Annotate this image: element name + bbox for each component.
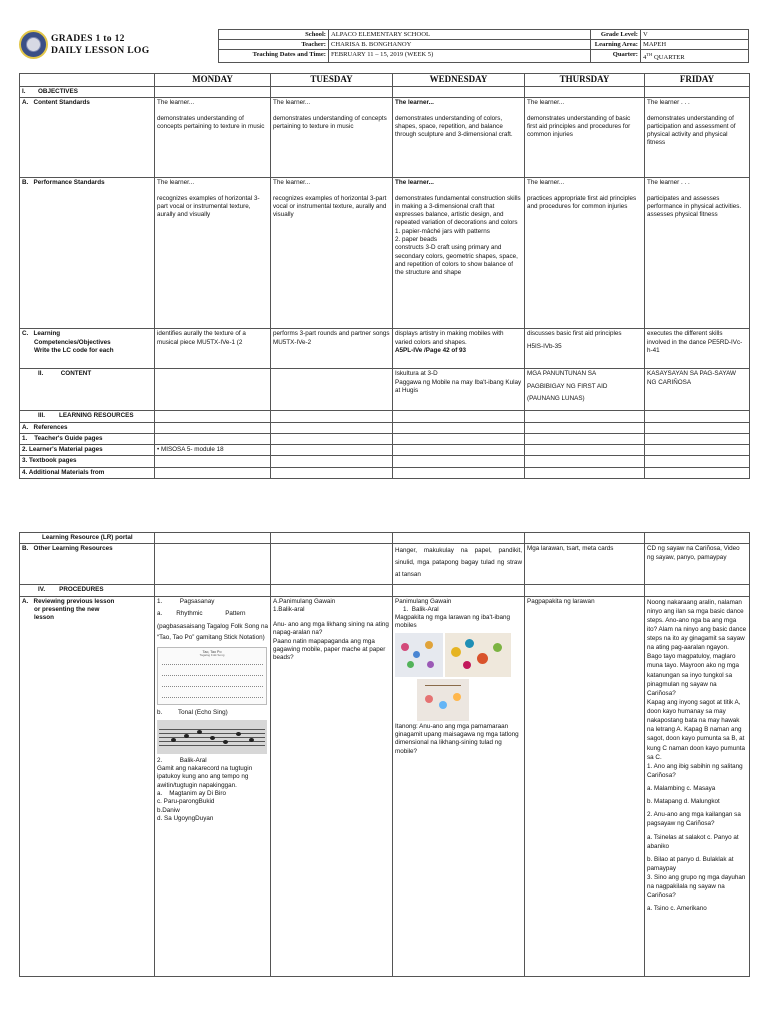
competency-thu: discusses basic first aid principles H5IS-IVb-35 [525, 329, 645, 369]
perf-std-mon: The learner... recognizes examples of horizontal 3-part vocal or instrumental texture, aurally and visually [155, 178, 271, 329]
lr-portal-row [20, 533, 750, 544]
document-title [51, 33, 149, 57]
day-tuesday: TUESDAY [271, 74, 393, 87]
deped-seal-logo [19, 30, 48, 59]
resources-row [20, 411, 750, 422]
learners-material-row [20, 445, 750, 456]
perf-std-thu: The learner... practices appropriate first aid principles and procedures for common injuries [525, 178, 645, 329]
content-std-tue: The learner... demonstrates understanding of concepts pertaining to texture in music [271, 98, 393, 178]
day-friday: FRIDAY [645, 74, 750, 87]
content-std-thu: The learner... demonstrates understanding of basic first aid principles and procedures for common injuries [525, 98, 645, 178]
other-resources-thu: Mga larawan, tsart, meta cards [525, 544, 645, 585]
learners-material-label: 2. Learner's Material pages [20, 445, 155, 456]
textbook-row [20, 456, 750, 467]
day-header-row [20, 74, 750, 87]
additional-materials-row [20, 467, 750, 478]
perf-std-wed: The learner... demonstrates fundamental construction skills in making a 3-dimensional craft that expresses balance, artistic design, and repeated variation of decorations and colors 1. papier-mâché jars with patterns 2. paper beads constructs 3-D craft using primary and secondary colors, geometric shapes, space, and repetition of colors to show balance of the structure and shape [393, 178, 525, 329]
content-standards-row [20, 98, 750, 178]
school-value: ALPACO ELEMENTARY SCHOOL [329, 30, 591, 40]
competency-mon: identifies aurally the texture of a musical piece MU5TX-IVe-1 (2 [155, 329, 271, 369]
header-info-table [218, 29, 749, 63]
day-thursday: THURSDAY [525, 74, 645, 87]
procedures-row [20, 585, 750, 596]
additional-materials-label: 4. Additional Materials from [20, 467, 155, 478]
procedures-label: IV. PROCEDURES [20, 585, 155, 596]
content-row [20, 369, 750, 411]
competency-wed: displays artistry in making mobiles with varied colors and shapes. A5PL-IVe /Page 42 of 93 [393, 329, 525, 369]
content-wed: Iskultura at 3-D Paggawa ng Mobile na may Iba't-ibang Kulay at Hugis [393, 369, 525, 411]
objectives-row [20, 87, 750, 98]
textbook-label: 3. Textbook pages [20, 456, 155, 467]
content-label: II. CONTENT [20, 369, 155, 411]
procedure-thu: Pagpapakita ng larawan [525, 596, 645, 976]
procedure-mon: 1. Pagsasanay a. Rhythmic Pattern (pagbasasaisang Tagalog Folk Song na “Tao, Tao Po” gamitang Stick Notation) Tao, Tao Po Tagalog Folk Song b. Tonal (Echo Sing) 2. Balik-Aral Gamit ang nakarecord na tugtugin ipatukoy kung ano ang tempo ng awitin/tugtugin napakinggan. a. Magtanim ay Di Biro c. Paru-parongBukid b.Daniw d. Sa UgoyngDuyan [155, 596, 271, 976]
competencies-row [20, 329, 750, 369]
dates-value: FEBRUARY 11 – 15, 2019 (WEEK 5) [329, 50, 591, 63]
school-label: School: [219, 30, 329, 40]
music-staff-image [157, 720, 267, 754]
performance-standards-label: B. Performance Standards [20, 178, 155, 329]
quarter-value: 4TH QUARTER [641, 50, 749, 63]
other-resources-fri: CD ng sayaw na Cariñosa, Video ng sayaw, panyo, pamaypay [645, 544, 750, 585]
area-value: MAPEH [641, 40, 749, 50]
content-std-wed: The learner... demonstrates understanding of colors, shapes, space, repetition, and balance through sculpture and 3-dimensional craft. [393, 98, 525, 178]
competency-tue: performs 3-part rounds and partner songs MU5TX-IVe-2 [271, 329, 393, 369]
mobiles-photos [395, 633, 511, 721]
references-label: A. References [20, 422, 155, 433]
title-line-1: GRADES 1 to 12 [51, 33, 125, 44]
day-wednesday: WEDNESDAY [393, 74, 525, 87]
area-label: Learning Area: [591, 40, 641, 50]
reviewing-lesson-label: A. Reviewing previous lesson or presenting the new lesson [20, 596, 155, 976]
content-thu: MGA PANUNTUNAN SA PAGBIBIGAY NG FIRST AID (PAUNANG LUNAS) [525, 369, 645, 411]
procedure-tue: A.Panimulang Gawain 1.Balik-aral Anu- ano ang mga likhang sining na ating napag-aralan na? Paano natin mapapaganda ang mga gagawing mobile, paper mache at paper beads? [271, 596, 393, 976]
resources-label: III. LEARNING RESOURCES [20, 411, 155, 422]
procedure-fri: Noong nakaraang aralin, nalaman ninyo ang ilan sa mga basic dance steps. Ano-ano nga ba ang mga ito? Alam na ninyo ang basic dance steps na ito ay ginagamit sa sayaw na ating pag-aaralan ngayon. Bago tayo magpatuloy, maglaro muna tayo. Mayroon ako ng mga katanungan sa inyo tungkol sa pinagmulan ng sayaw na Cariñosa? Kapag ang inyong sagot at titik A, doon kayo humanay sa may nakapostang bata na may hawak na letrang A. Kapag B naman ang sagot, doon kayo pumunta sa B, at kung C naman doon kayo pumunta sa C. 1. Ano ang ibig sabihin ng salitang Cariñosa? a. Malambing c. Masaya b. Matapang d. Malungkot 2. Anu-ano ang mga kailangan sa pagsayaw ng Cariñosa? a. Tsinelas at salakot c. Panyo at abaniko b. Bilao at panyo d. Bulaklak at pamaypay 3. Sino ang grupo ng mga dayuhan na nagpakilala ng sayaw na Cariñosa? a. Tsino c. Amerikano [645, 596, 750, 976]
teachers-guide-label: 1. Teacher's Guide pages [20, 433, 155, 444]
perf-std-tue: The learner... recognizes examples of horizontal 3-part vocal or instrumental texture, aurally and visually [271, 178, 393, 329]
grade-value: V [641, 30, 749, 40]
dates-label: Teaching Dates and Time: [219, 50, 329, 63]
other-resources-row [20, 544, 750, 585]
objectives-label: I. OBJECTIVES [20, 87, 155, 98]
grade-label: Grade Level: [591, 30, 641, 40]
content-standards-label: A. Content Standards [20, 98, 155, 178]
lesson-table-part-2 [19, 532, 750, 977]
content-std-mon: The learner... demonstrates understanding of concepts pertaining to texture in music [155, 98, 271, 178]
teacher-label: Teacher: [219, 40, 329, 50]
content-std-fri: The learner . . . demonstrates understanding of participation and assessment of physical activity and physical fitness [645, 98, 750, 178]
lesson-table-part-1 [19, 73, 750, 479]
day-monday: MONDAY [155, 74, 271, 87]
competencies-label: C. Learning Competencies/Objectives Write the LC code for each [20, 329, 155, 369]
references-row [20, 422, 750, 433]
lr-portal-label: Learning Resource (LR) portal [20, 533, 155, 544]
quarter-label: Quarter: [591, 50, 641, 63]
other-resources-label: B. Other Learning Resources [20, 544, 155, 585]
procedure-wed: Panimulang Gawain 1. Balik-Aral Magpakita ng mga larawan ng iba't-ibang mobiles Itanong: Anu-ano ang mga pamamaraan ginagamit upang maisagawa ng mga tatlong dimensional na likhang-sining tulad ng mobile? [393, 596, 525, 976]
other-resources-wed: Hanger, makukulay na papel, pandikit, sinulid, mga patapong bagay tulad ng straw at tansan [393, 544, 525, 585]
competency-fri: executes the different skills involved in the dance PE5RD-IVc-h-41 [645, 329, 750, 369]
stick-notation-image: Tao, Tao Po Tagalog Folk Song [157, 647, 267, 705]
title-line-2: DAILY LESSON LOG [51, 45, 150, 56]
content-fri: KASAYSAYAN SA PAG-SAYAW NG CARIÑOSA [645, 369, 750, 411]
performance-standards-row [20, 178, 750, 329]
learners-material-mon: • MISOSA 5- module 18 [155, 445, 271, 456]
teachers-guide-row [20, 433, 750, 444]
teacher-value: CHARISA B. BONGHANOY [329, 40, 591, 50]
reviewing-lesson-row [20, 596, 750, 976]
perf-std-fri: The learner . . . participates and assesses performance in physical activities. assesses physical fitness [645, 178, 750, 329]
